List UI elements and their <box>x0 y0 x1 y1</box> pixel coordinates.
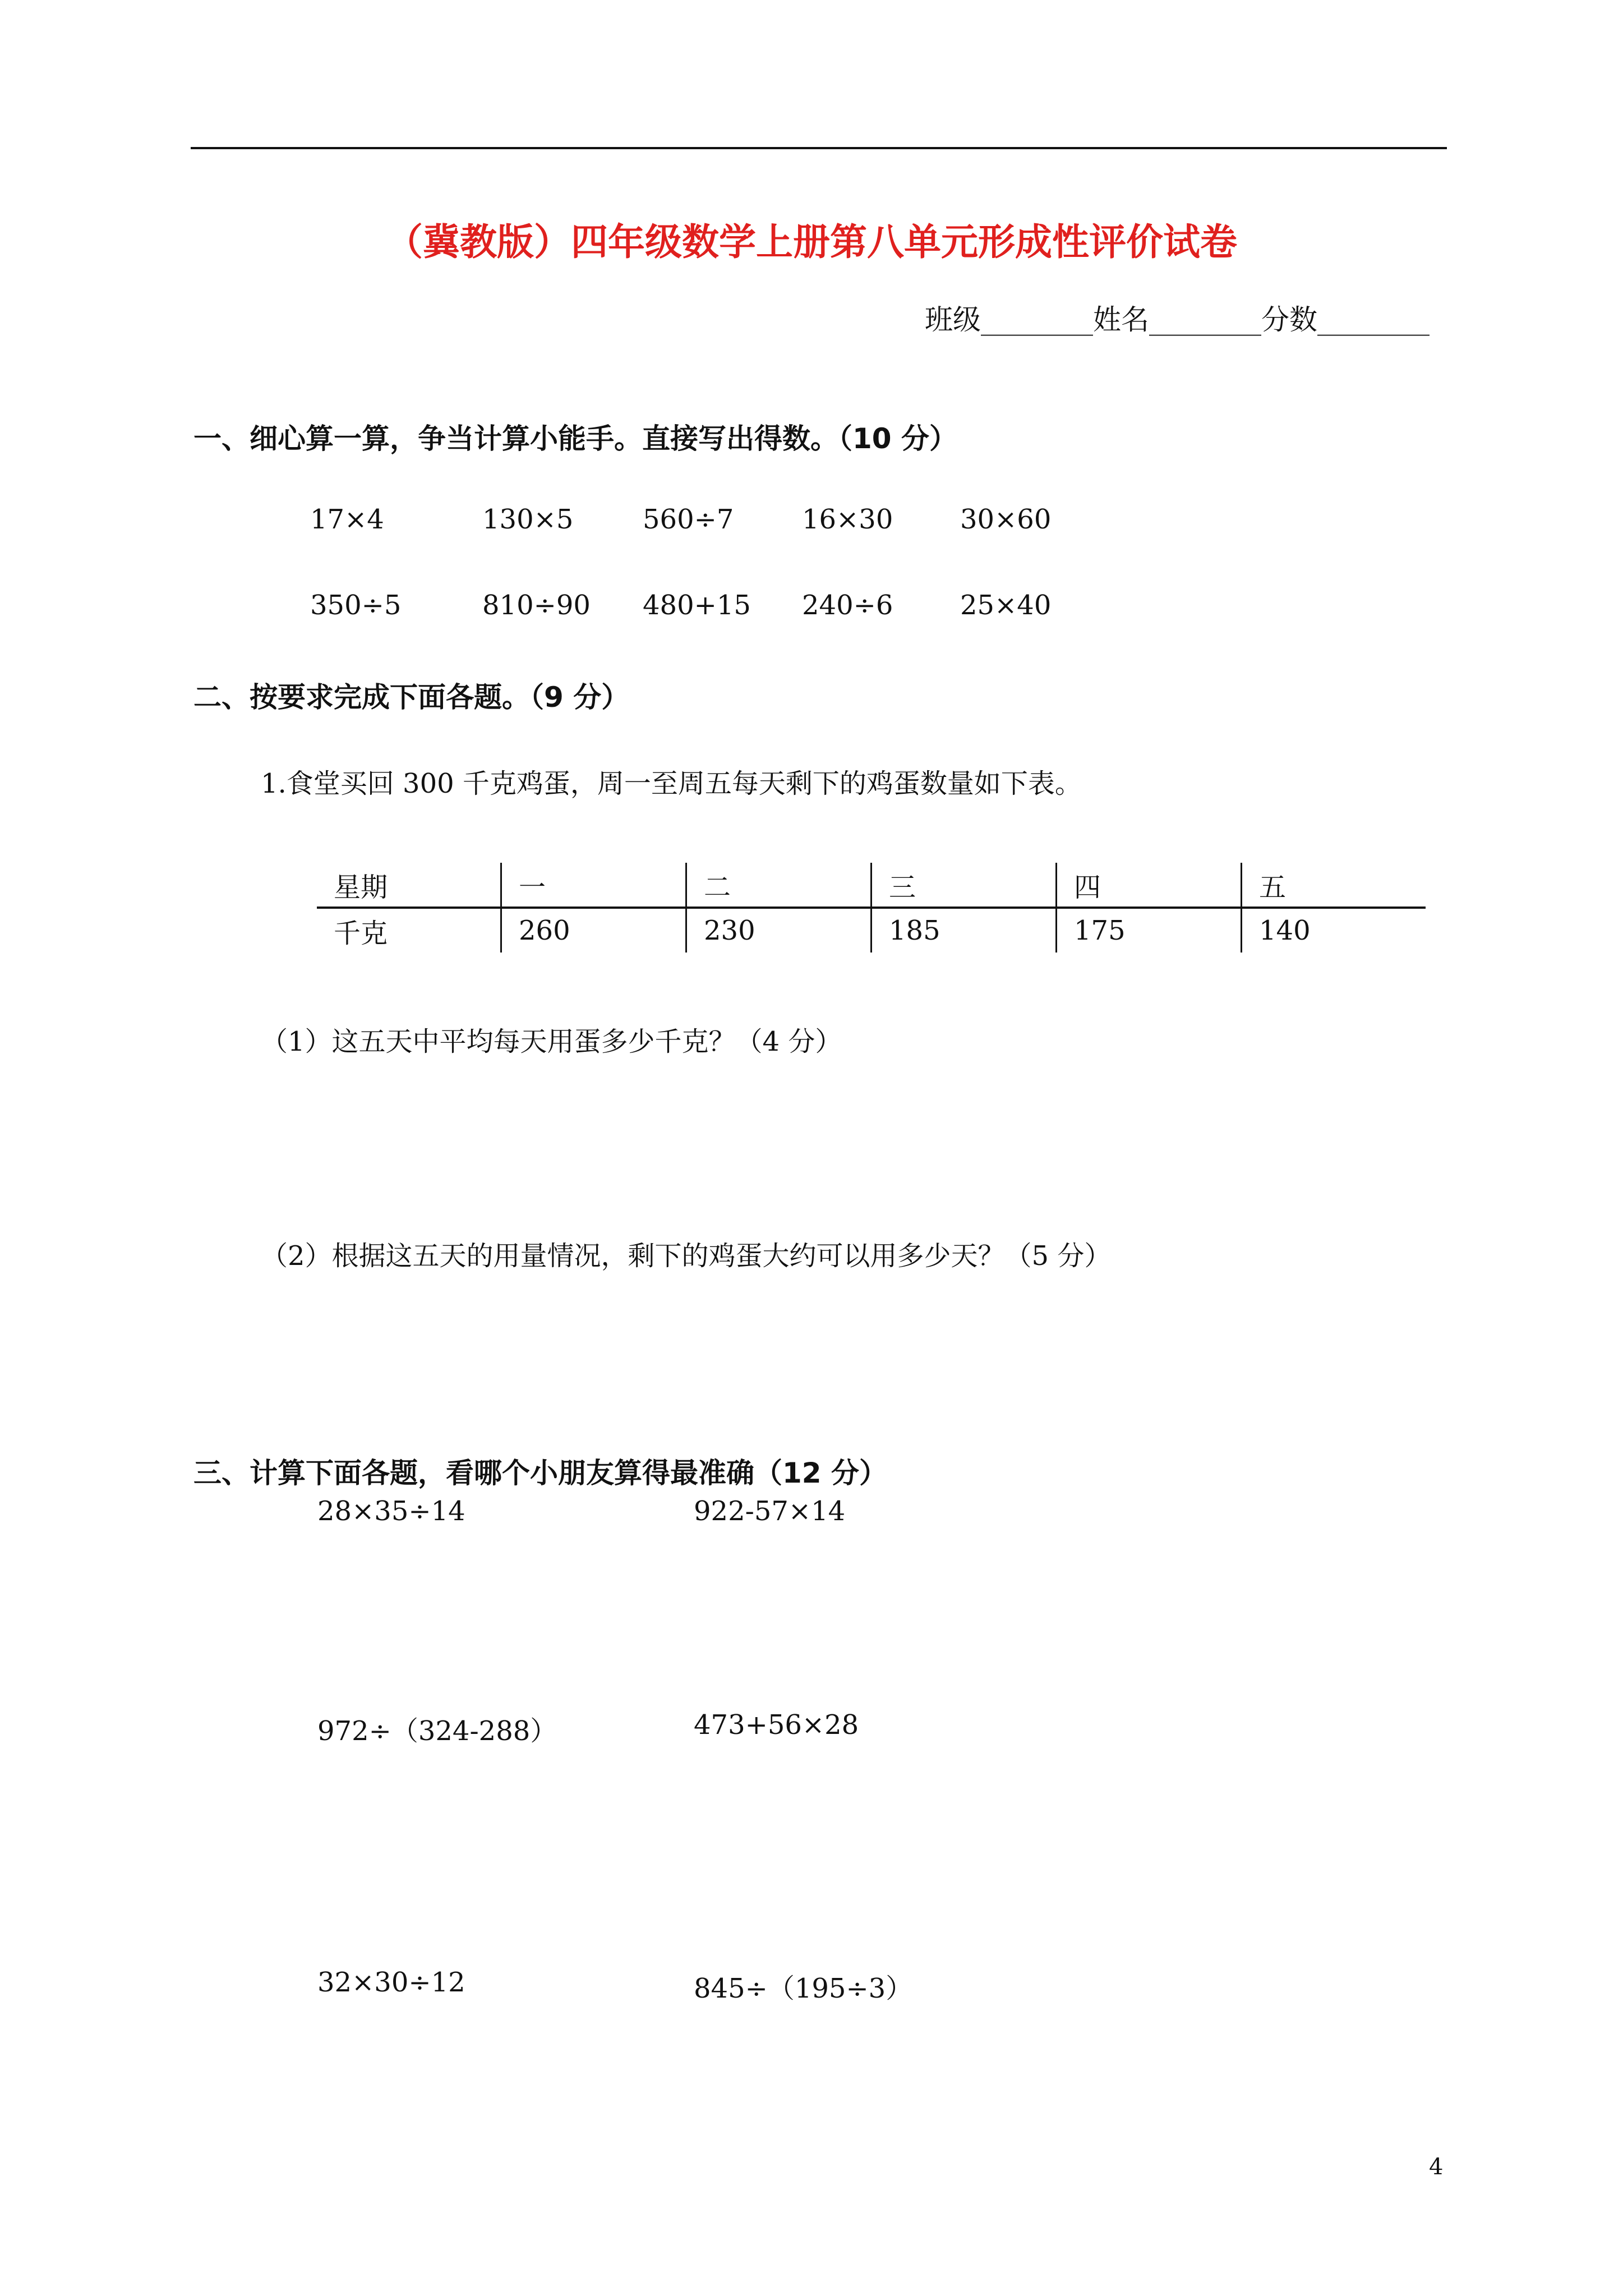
class-blank: ________ <box>981 303 1093 336</box>
calc-item: 25×40 <box>960 590 1052 621</box>
calc-item: 30×60 <box>960 504 1052 535</box>
question-2: （2）根据这五天的用量情况，剩下的鸡蛋大约可以用多少天？（5 分） <box>261 1240 1112 1272</box>
table-cell: 260 <box>501 908 686 953</box>
calc-item: 560÷7 <box>643 504 734 535</box>
table-cell: 185 <box>872 908 1057 953</box>
table-cell: 175 <box>1057 908 1242 953</box>
section1-heading: 一、细心算一算，争当计算小能手。直接写出得数。（10 分） <box>193 422 957 455</box>
question-1: （1）这五天中平均每天用蛋多少千克？（4 分） <box>261 1026 842 1057</box>
table-cell: 五 <box>1242 863 1426 908</box>
class-label: 班级 <box>925 303 981 336</box>
section3-heading: 三、计算下面各题，看哪个小朋友算得最准确（12 分） <box>193 1457 887 1489</box>
table-cell: 星期 <box>317 863 501 908</box>
problem-1: 1.食堂买回 300 千克鸡蛋，周一至周五每天剩下的鸡蛋数量如下表。 <box>261 768 1082 799</box>
table-cell: 230 <box>686 908 872 953</box>
table-row <box>317 908 1426 953</box>
table-cell: 二 <box>686 863 872 908</box>
calc-item: 16×30 <box>802 504 893 535</box>
student-info <box>925 297 1430 338</box>
calc-item: 480+15 <box>643 590 751 621</box>
page-title: （冀教版）四年级数学上册第八单元形成性评价试卷 <box>386 220 1237 264</box>
table-cell: 三 <box>872 863 1057 908</box>
calc-item: 350÷5 <box>310 590 402 621</box>
calc-problem: 473+56×28 <box>694 1709 859 1741</box>
calc-problem: 28×35÷14 <box>317 1496 465 1527</box>
egg-table <box>317 863 1426 953</box>
calc-problem: 32×30÷12 <box>317 1967 465 1998</box>
calc-item: 17×4 <box>310 504 384 535</box>
table-cell: 四 <box>1057 863 1242 908</box>
calc-problem: 922-57×14 <box>694 1496 846 1527</box>
section2-heading: 二、按要求完成下面各题。（9 分） <box>193 681 630 714</box>
page-number: 4 <box>1429 2154 1444 2180</box>
table-cell: 一 <box>501 863 686 908</box>
calc-item: 130×5 <box>482 504 574 535</box>
name-blank: ________ <box>1149 303 1261 336</box>
table-cell: 千克 <box>334 917 388 949</box>
score-label: 分数 <box>1261 303 1317 336</box>
table-cell: 140 <box>1242 908 1426 953</box>
calc-problem: 845÷（195÷3） <box>694 1973 913 2004</box>
calc-item: 240÷6 <box>802 590 893 621</box>
name-label: 姓名 <box>1093 303 1149 336</box>
calc-item: 810÷90 <box>482 590 591 621</box>
table-header-row <box>317 863 1426 908</box>
calc-problem: 972÷（324-288） <box>317 1715 557 1747</box>
header-rule <box>191 147 1447 149</box>
score-blank: ________ <box>1317 303 1430 336</box>
